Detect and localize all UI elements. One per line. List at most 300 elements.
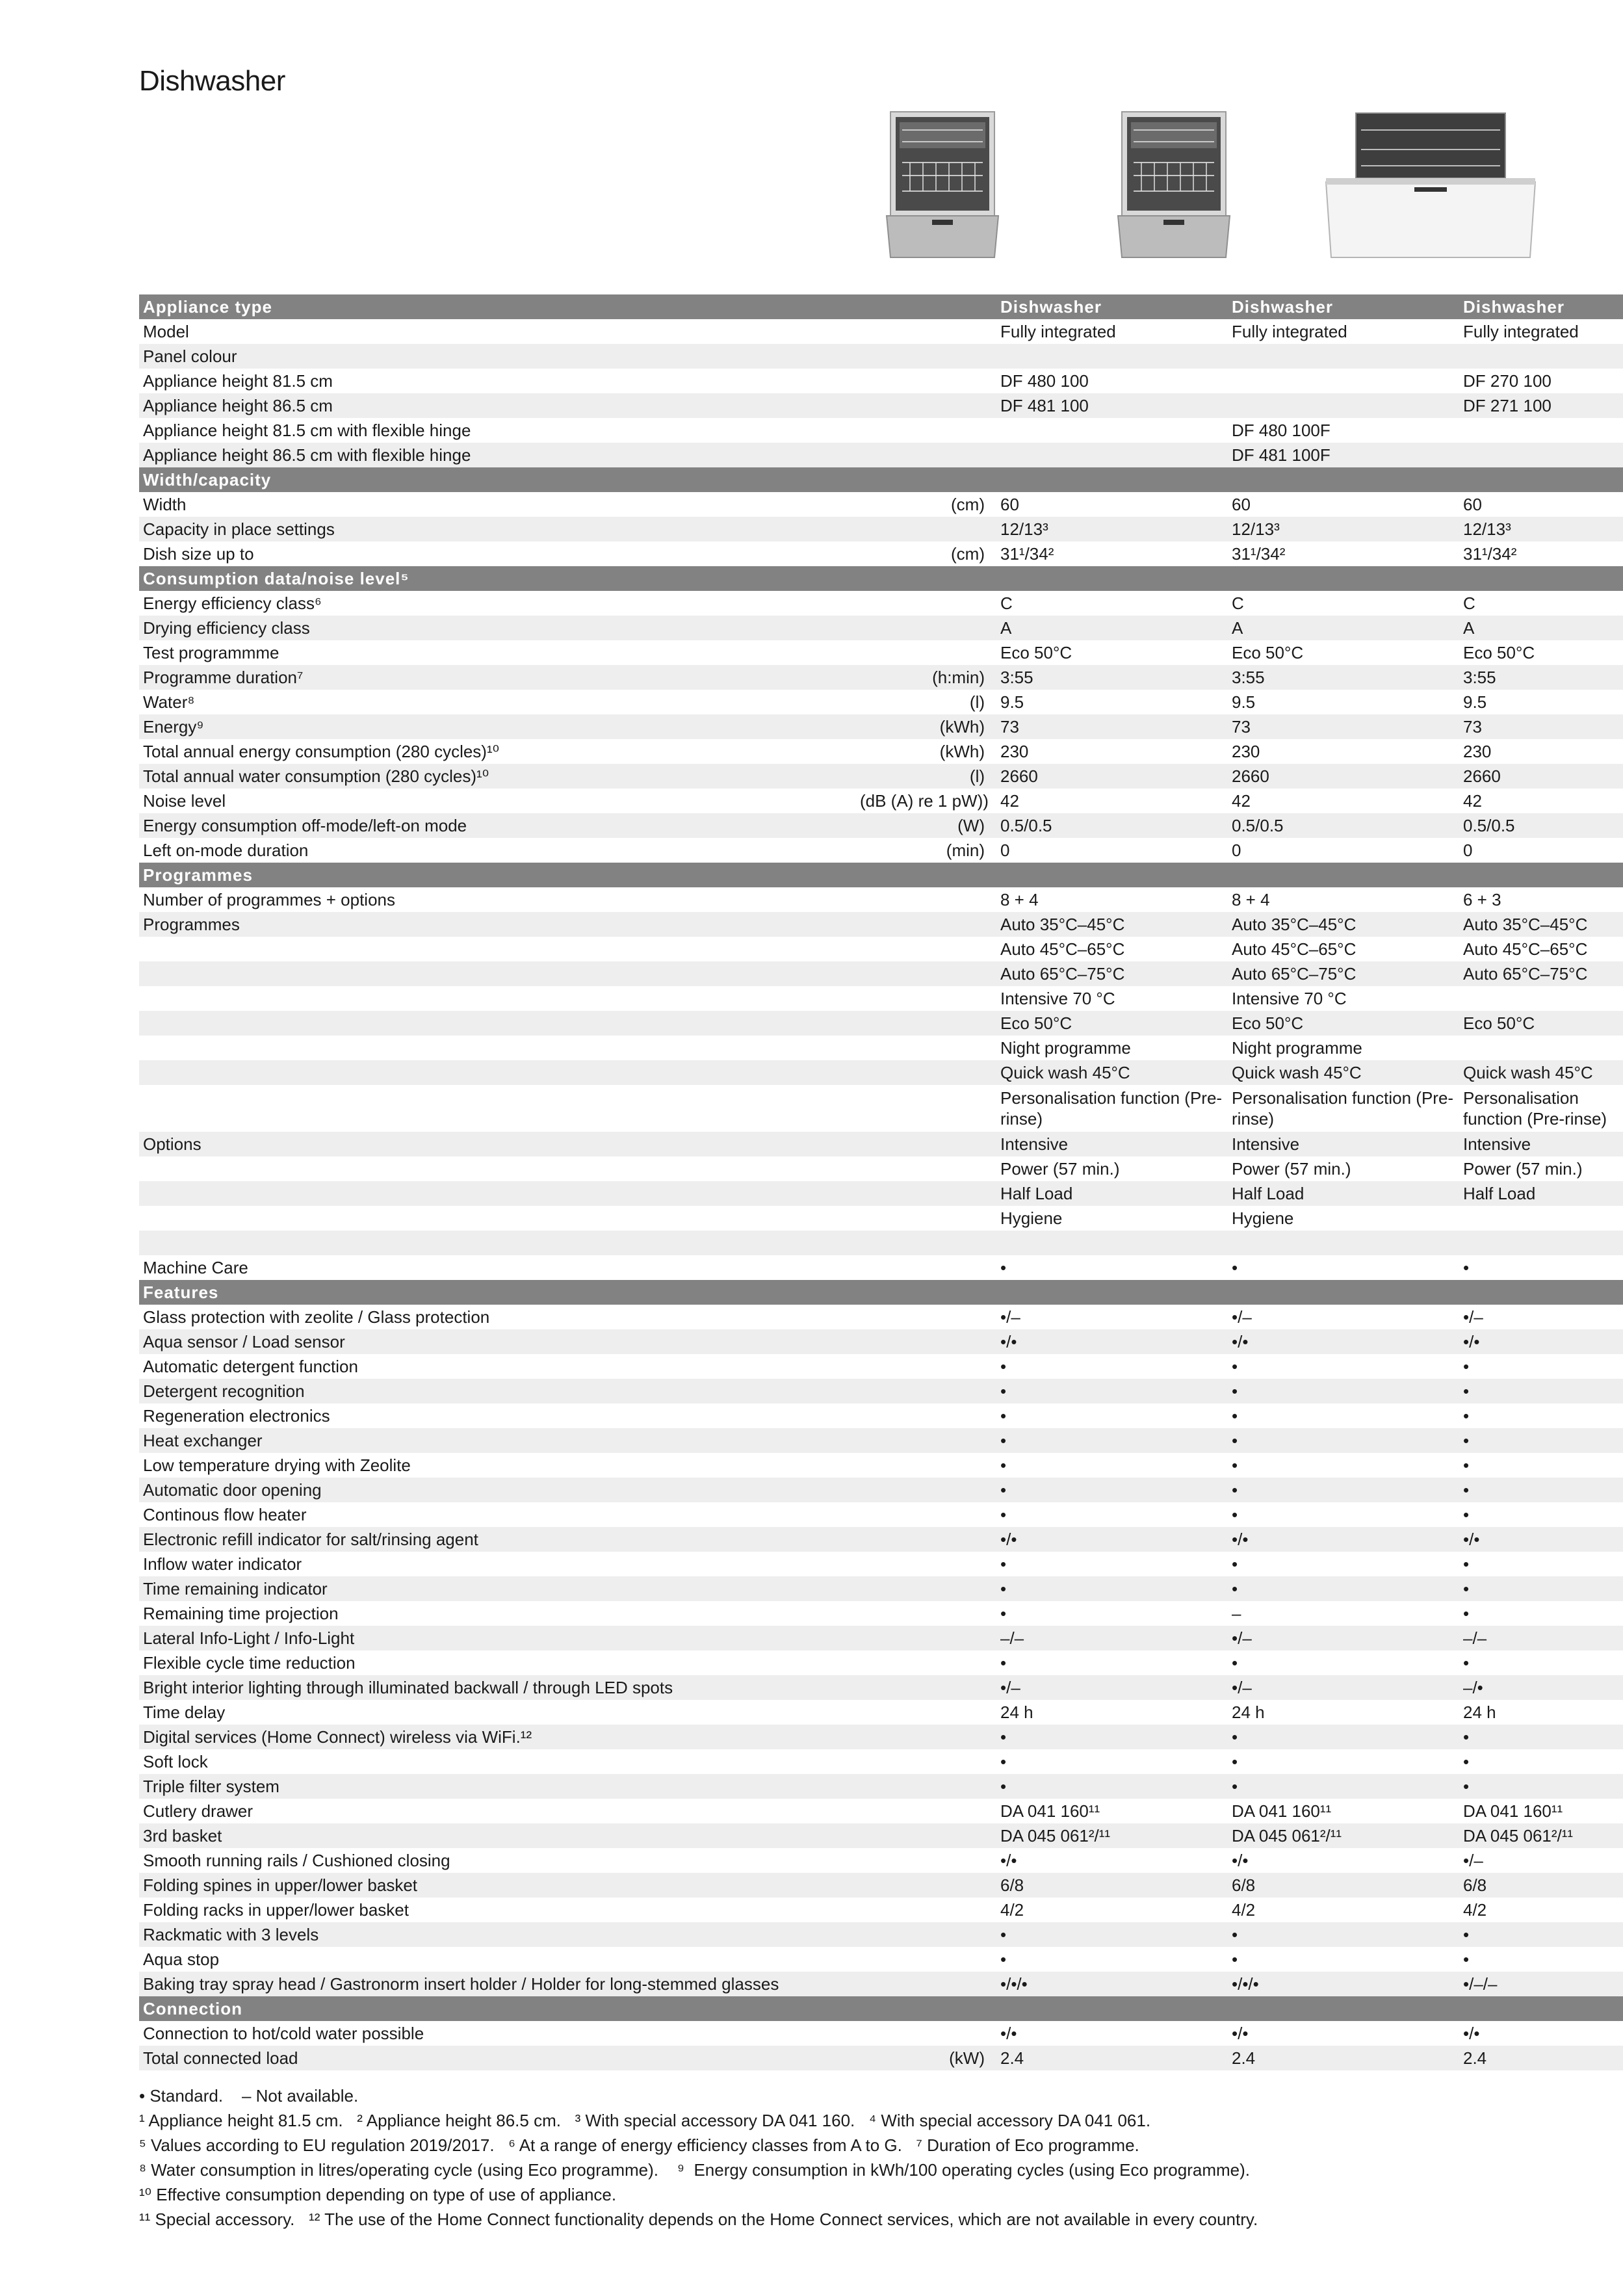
spec-row [139, 1132, 1623, 1156]
spec-unit: (l) [856, 764, 996, 789]
spec-label: Machine Care [139, 1255, 856, 1280]
spec-value-col3: 24 h [1459, 1700, 1623, 1725]
spec-row [139, 789, 1623, 813]
spec-value-col2: 9.5 [1228, 690, 1459, 714]
spec-unit [856, 443, 996, 467]
spec-value-col3 [1459, 467, 1623, 492]
spec-unit: (l) [856, 690, 996, 714]
spec-unit [856, 1156, 996, 1181]
spec-row [139, 492, 1623, 517]
spec-value-col2 [1228, 393, 1459, 418]
spec-label: Cutlery drawer [139, 1799, 856, 1823]
spec-unit [856, 1403, 996, 1428]
spec-unit [856, 1774, 996, 1799]
spec-value-col1: Personalisation function (Pre-rinse) [996, 1085, 1228, 1132]
spec-value-col3: • [1459, 1922, 1623, 1947]
spec-value-col1: •/– [996, 1675, 1228, 1700]
spec-value-col3: DF 271 100 [1459, 393, 1623, 418]
spec-value-col1: 31¹/34² [996, 541, 1228, 566]
spec-value-col2 [1228, 566, 1459, 591]
spec-value-col3 [1459, 1206, 1623, 1231]
spec-value-col1: • [996, 1502, 1228, 1527]
page-title: Dishwasher [139, 65, 285, 97]
spec-label: Smooth running rails / Cushioned closing [139, 1848, 856, 1873]
spec-value-col1: 8 + 4 [996, 887, 1228, 912]
spec-value-col1: Auto 65°C–75°C [996, 961, 1228, 986]
spec-label: Capacity in place settings [139, 517, 856, 541]
spec-value-col2: A [1228, 616, 1459, 640]
spec-value-col2: 73 [1228, 714, 1459, 739]
spec-row [139, 1848, 1623, 1873]
spec-row [139, 1181, 1623, 1206]
spec-value-col2: Auto 65°C–75°C [1228, 961, 1459, 986]
spec-value-col3: •/• [1459, 2021, 1623, 2046]
spec-row [139, 1428, 1623, 1453]
spec-label [139, 1060, 856, 1085]
spec-value-col2: Hygiene [1228, 1206, 1459, 1231]
spec-value-col2: 0 [1228, 838, 1459, 863]
spec-row [139, 640, 1623, 665]
spec-value-col3: Auto 65°C–75°C [1459, 961, 1623, 986]
spec-value-col1: •/– [996, 1305, 1228, 1329]
spec-value-col2: • [1228, 1650, 1459, 1675]
spec-unit [856, 1502, 996, 1527]
spec-row [139, 1478, 1623, 1502]
spec-label: Drying efficiency class [139, 616, 856, 640]
spec-value-col1: • [996, 1922, 1228, 1947]
spec-row [139, 418, 1623, 443]
spec-unit [856, 1527, 996, 1552]
spec-value-col1: –/– [996, 1626, 1228, 1650]
spec-label: Dish size up to [139, 541, 856, 566]
spec-value-col2: • [1228, 1576, 1459, 1601]
spec-value-col1: 3:55 [996, 665, 1228, 690]
spec-value-col3: Personalisation function (Pre-rinse) [1459, 1085, 1623, 1132]
spec-value-col1: 24 h [996, 1700, 1228, 1725]
spec-unit [856, 591, 996, 616]
spec-unit [856, 640, 996, 665]
spec-label: Rackmatic with 3 levels [139, 1922, 856, 1947]
spec-label: Glass protection with zeolite / Glass protection [139, 1305, 856, 1329]
spec-value-col3 [1459, 344, 1623, 369]
spec-value-col3 [1459, 1280, 1623, 1305]
spec-value-col2: 8 + 4 [1228, 887, 1459, 912]
spec-row [139, 1085, 1623, 1132]
spec-value-col2: • [1228, 1255, 1459, 1280]
spec-row [139, 1873, 1623, 1898]
spec-value-col2: •/• [1228, 1848, 1459, 1873]
spec-label [139, 1156, 856, 1181]
spec-value-col2: • [1228, 1478, 1459, 1502]
spec-value-col1: • [996, 1478, 1228, 1502]
spec-unit: (dB (A) re 1 pW)) [856, 789, 996, 813]
spec-row [139, 1922, 1623, 1947]
spec-value-col3 [1459, 443, 1623, 467]
spec-value-col1: • [996, 1354, 1228, 1379]
spec-row [139, 665, 1623, 690]
spec-row [139, 1626, 1623, 1650]
spec-value-col1: DF 481 100 [996, 393, 1228, 418]
spec-value-col1: 2660 [996, 764, 1228, 789]
spec-label: Aqua stop [139, 1947, 856, 1972]
spec-label [139, 986, 856, 1011]
section-header-row [139, 467, 1623, 492]
spec-unit [856, 393, 996, 418]
spec-value-col3: 3:55 [1459, 665, 1623, 690]
spec-value-col1: Night programme [996, 1036, 1228, 1060]
spec-value-col1: •/• [996, 1527, 1228, 1552]
spec-unit [856, 986, 996, 1011]
spec-row [139, 1354, 1623, 1379]
spec-row [139, 1601, 1623, 1626]
spec-value-col1: Intensive [996, 1132, 1228, 1156]
spec-value-col1: Eco 50°C [996, 1011, 1228, 1036]
spec-label: Folding spines in upper/lower basket [139, 1873, 856, 1898]
spec-value-col3: • [1459, 1576, 1623, 1601]
spec-row [139, 393, 1623, 418]
spec-label: Appliance height 81.5 cm [139, 369, 856, 393]
spec-value-col2: 230 [1228, 739, 1459, 764]
spec-label: Inflow water indicator [139, 1552, 856, 1576]
spec-row [139, 2046, 1623, 2070]
spec-label: Model [139, 319, 856, 344]
spec-unit [856, 1601, 996, 1626]
spec-unit [856, 1650, 996, 1675]
section-header-row [139, 566, 1623, 591]
spec-value-col2: Intensive [1228, 1132, 1459, 1156]
spec-value-col1: 9.5 [996, 690, 1228, 714]
spec-value-col1 [996, 1231, 1228, 1255]
spec-unit [856, 467, 996, 492]
spec-value-col1: 42 [996, 789, 1228, 813]
spec-row [139, 690, 1623, 714]
spec-value-col3 [1459, 418, 1623, 443]
spec-value-col2: Quick wash 45°C [1228, 1060, 1459, 1085]
spec-unit [856, 1478, 996, 1502]
spec-value-col2: •/– [1228, 1305, 1459, 1329]
spec-value-col2 [1228, 863, 1459, 887]
spec-row [139, 1552, 1623, 1576]
spec-unit [856, 1749, 996, 1774]
spec-label: Width [139, 492, 856, 517]
spec-unit: (kWh) [856, 714, 996, 739]
section-title: Programmes [139, 863, 856, 887]
spec-value-col3: • [1459, 1478, 1623, 1502]
spec-value-col3: 73 [1459, 714, 1623, 739]
spec-value-col2: •/• [1228, 2021, 1459, 2046]
spec-label: Programmes [139, 912, 856, 937]
spec-value-col3: • [1459, 1601, 1623, 1626]
spec-value-col3: 2660 [1459, 764, 1623, 789]
section-title: Features [139, 1280, 856, 1305]
spec-value-col1: Intensive 70 °C [996, 986, 1228, 1011]
spec-label: Energy consumption off-mode/left-on mode [139, 813, 856, 838]
section-title: Connection [139, 1996, 856, 2021]
spec-value-col3: 4/2 [1459, 1898, 1623, 1922]
footnotes [139, 2083, 1569, 2232]
spec-value-col1: Auto 45°C–65°C [996, 937, 1228, 961]
spec-value-col1: Quick wash 45°C [996, 1060, 1228, 1085]
spec-label [139, 961, 856, 986]
spec-row [139, 1576, 1623, 1601]
spec-row [139, 1700, 1623, 1725]
spec-value-col1 [996, 344, 1228, 369]
spec-label: Remaining time projection [139, 1601, 856, 1626]
spec-value-col1: A [996, 616, 1228, 640]
spec-value-col3: • [1459, 1947, 1623, 1972]
spec-value-col2: Eco 50°C [1228, 640, 1459, 665]
spec-row [139, 1749, 1623, 1774]
spec-value-col1: 12/13³ [996, 517, 1228, 541]
spec-value-col2: •/•/• [1228, 1972, 1459, 1996]
spec-value-col3: •/• [1459, 1329, 1623, 1354]
spec-value-col2: Fully integrated [1228, 319, 1459, 344]
spec-label: 3rd basket [139, 1823, 856, 1848]
spec-value-col1: Half Load [996, 1181, 1228, 1206]
spec-value-col3: –/• [1459, 1675, 1623, 1700]
spec-value-col2: DA 041 160¹¹ [1228, 1799, 1459, 1823]
spec-value-col3 [1459, 1996, 1623, 2021]
spec-value-col3: • [1459, 1725, 1623, 1749]
spec-value-col1: DA 045 061²/¹¹ [996, 1823, 1228, 1848]
spec-unit [856, 1576, 996, 1601]
spec-label: Left on-mode duration [139, 838, 856, 863]
spec-row [139, 1898, 1623, 1922]
spec-value-col3: 0 [1459, 838, 1623, 863]
spec-row [139, 1947, 1623, 1972]
spec-value-col2 [1228, 1280, 1459, 1305]
spec-value-col1: • [996, 1725, 1228, 1749]
spec-label: Digital services (Home Connect) wireless via WiFi.¹² [139, 1725, 856, 1749]
spec-row [139, 1011, 1623, 1036]
spec-value-col2: • [1228, 1774, 1459, 1799]
spec-unit [856, 1305, 996, 1329]
spec-unit [856, 1996, 996, 2021]
spec-value-col3 [1459, 566, 1623, 591]
spec-label: Programme duration⁷ [139, 665, 856, 690]
spec-unit [856, 1379, 996, 1403]
spec-unit [856, 1799, 996, 1823]
spec-label: Automatic detergent function [139, 1354, 856, 1379]
spec-label: Bright interior lighting through illuminated backwall / through LED spots [139, 1675, 856, 1700]
spec-label [139, 937, 856, 961]
spec-value-col1: • [996, 1403, 1228, 1428]
spec-row [139, 1774, 1623, 1799]
spec-unit [856, 937, 996, 961]
spec-value-col2: 2.4 [1228, 2046, 1459, 2070]
spec-value-col2: • [1228, 1922, 1459, 1947]
spec-value-col1: •/• [996, 1848, 1228, 1873]
spec-label: Baking tray spray head / Gastronorm insert holder / Holder for long-stemmed glasses [139, 1972, 856, 1996]
spec-label: Lateral Info-Light / Info-Light [139, 1626, 856, 1650]
spec-value-col2: •/• [1228, 1527, 1459, 1552]
spec-value-col1: 6/8 [996, 1873, 1228, 1898]
spec-value-col3 [1459, 1036, 1623, 1060]
product-images [0, 111, 1623, 267]
spec-value-col1: • [996, 1749, 1228, 1774]
spec-unit [856, 1085, 996, 1132]
spec-value-col3: –/– [1459, 1626, 1623, 1650]
spec-row [139, 443, 1623, 467]
spec-row [139, 714, 1623, 739]
spec-unit [856, 1060, 996, 1085]
spec-label: Noise level [139, 789, 856, 813]
section-header-row [139, 294, 1623, 319]
spec-value-col1: Hygiene [996, 1206, 1228, 1231]
footnote-line: ¹ Appliance height 81.5 cm. ² Appliance height 86.5 cm. ³ With special accessory DA 041 160. ⁴ With special accessory DA 041 061. [139, 2111, 1151, 2130]
spec-unit [856, 1181, 996, 1206]
spec-value-col3: •/–/– [1459, 1972, 1623, 1996]
spec-label: Connection to hot/cold water possible [139, 2021, 856, 2046]
spec-value-col1: Power (57 min.) [996, 1156, 1228, 1181]
spec-value-col2: • [1228, 1749, 1459, 1774]
spec-value-col1: 0.5/0.5 [996, 813, 1228, 838]
spec-row [139, 1502, 1623, 1527]
spec-value-col2 [1228, 1996, 1459, 2021]
spec-unit [856, 1873, 996, 1898]
spec-value-col1: 60 [996, 492, 1228, 517]
spec-value-col1: Eco 50°C [996, 640, 1228, 665]
spec-label [139, 1206, 856, 1231]
spec-label: Panel colour [139, 344, 856, 369]
spec-value-col3: •/• [1459, 1527, 1623, 1552]
spec-label: Continous flow heater [139, 1502, 856, 1527]
spec-unit [856, 863, 996, 887]
spec-row [139, 887, 1623, 912]
spec-value-col3: Eco 50°C [1459, 640, 1623, 665]
spec-value-col2: C [1228, 591, 1459, 616]
section-header-row [139, 863, 1623, 887]
spec-value-col2: 31¹/34² [1228, 541, 1459, 566]
spec-row [139, 986, 1623, 1011]
spec-value-col2 [1228, 369, 1459, 393]
spec-value-col3 [1459, 1231, 1623, 1255]
footnote-line: ¹⁰ Effective consumption depending on type of use of appliance. [139, 2185, 617, 2204]
spec-value-col2: DF 480 100F [1228, 418, 1459, 443]
spec-value-col1: •/•/• [996, 1972, 1228, 1996]
spec-value-col1: • [996, 1379, 1228, 1403]
spec-value-col1: Fully integrated [996, 319, 1228, 344]
spec-unit [856, 418, 996, 443]
spec-unit [856, 1922, 996, 1947]
spec-value-col3: • [1459, 1255, 1623, 1280]
spec-value-col3: 60 [1459, 492, 1623, 517]
spec-value-col3: Eco 50°C [1459, 1011, 1623, 1036]
spec-row [139, 838, 1623, 863]
spec-label: Low temperature drying with Zeolite [139, 1453, 856, 1478]
spec-row [139, 1206, 1623, 1231]
spec-label [139, 1085, 856, 1132]
spec-unit [856, 566, 996, 591]
spec-row [139, 1379, 1623, 1403]
spec-label [139, 1181, 856, 1206]
spec-row [139, 1823, 1623, 1848]
spec-value-col3 [1459, 986, 1623, 1011]
spec-value-col2: – [1228, 1601, 1459, 1626]
spec-value-col2: • [1228, 1502, 1459, 1527]
spec-value-col2: • [1228, 1947, 1459, 1972]
spec-value-col1: 0 [996, 838, 1228, 863]
spec-value-col1 [996, 863, 1228, 887]
spec-unit [856, 369, 996, 393]
spec-unit [856, 1255, 996, 1280]
spec-row [139, 813, 1623, 838]
spec-value-col1: • [996, 1576, 1228, 1601]
spec-value-col1 [996, 418, 1228, 443]
spec-value-col2: 3:55 [1228, 665, 1459, 690]
spec-value-col3: •/– [1459, 1305, 1623, 1329]
spec-value-col2: Night programme [1228, 1036, 1459, 1060]
spec-value-col1: • [996, 1601, 1228, 1626]
spec-value-col1: 2.4 [996, 2046, 1228, 2070]
spec-unit [856, 1036, 996, 1060]
spec-value-col1: DF 480 100 [996, 369, 1228, 393]
spec-label: Test programmme [139, 640, 856, 665]
spec-value-col2: • [1228, 1354, 1459, 1379]
spec-unit [856, 887, 996, 912]
spec-row [139, 1799, 1623, 1823]
spec-value-col1: 4/2 [996, 1898, 1228, 1922]
footnote-line: ⁸ Water consumption in litres/operating cycle (using Eco programme). ⁹ Energy consumption in kWh/100 operating cycles (using Eco programme). [139, 2160, 1250, 2180]
spec-value-col3: 0.5/0.5 [1459, 813, 1623, 838]
footnote-line: ¹¹ Special accessory. ¹² The use of the Home Connect functionality depends on the Home Connect services, which are not available in every country. [139, 2210, 1258, 2229]
spec-label: Electronic refill indicator for salt/rinsing agent [139, 1527, 856, 1552]
spec-row [139, 739, 1623, 764]
spec-value-col1: • [996, 1774, 1228, 1799]
spec-label: Total annual water consumption (280 cycles)¹⁰ [139, 764, 856, 789]
spec-row [139, 1036, 1623, 1060]
spec-label: Flexible cycle time reduction [139, 1650, 856, 1675]
spec-unit [856, 961, 996, 986]
spec-row [139, 2021, 1623, 2046]
spec-label: Water⁸ [139, 690, 856, 714]
spec-label: Detergent recognition [139, 1379, 856, 1403]
spec-row [139, 1725, 1623, 1749]
spec-unit [856, 1354, 996, 1379]
section-header-row [139, 1996, 1623, 2021]
spec-value-col1: • [996, 1650, 1228, 1675]
spec-unit [856, 344, 996, 369]
spec-unit: (kWh) [856, 739, 996, 764]
spec-unit [856, 294, 996, 319]
spec-value-col1: Dishwasher [996, 294, 1228, 319]
spec-value-col1: C [996, 591, 1228, 616]
spec-label: Regeneration electronics [139, 1403, 856, 1428]
spec-value-col3: • [1459, 1379, 1623, 1403]
spec-value-col2: Intensive 70 °C [1228, 986, 1459, 1011]
spec-value-col3: • [1459, 1749, 1623, 1774]
footnote-line: ⁵ Values according to EU regulation 2019/2017. ⁶ At a range of energy efficiency classes from A to G. ⁷ Duration of Eco programme. [139, 2135, 1139, 2155]
spec-value-col2: Personalisation function (Pre-rinse) [1228, 1085, 1459, 1132]
spec-value-col2: 4/2 [1228, 1898, 1459, 1922]
spec-value-col1: 73 [996, 714, 1228, 739]
spec-value-col3: • [1459, 1354, 1623, 1379]
spec-row [139, 517, 1623, 541]
spec-value-col3: 230 [1459, 739, 1623, 764]
spec-value-col2: 0.5/0.5 [1228, 813, 1459, 838]
spec-row [139, 1675, 1623, 1700]
spec-label: Appliance height 86.5 cm [139, 393, 856, 418]
spec-value-col3 [1459, 863, 1623, 887]
spec-unit [856, 1329, 996, 1354]
spec-label: Automatic door opening [139, 1478, 856, 1502]
spec-row [139, 1403, 1623, 1428]
spec-value-col2: 2660 [1228, 764, 1459, 789]
footnote-line: • Standard. – Not available. [139, 2086, 359, 2106]
spec-unit [856, 1972, 996, 1996]
dishwasher-image-1 [884, 111, 1001, 260]
spec-value-col2: •/• [1228, 1329, 1459, 1354]
